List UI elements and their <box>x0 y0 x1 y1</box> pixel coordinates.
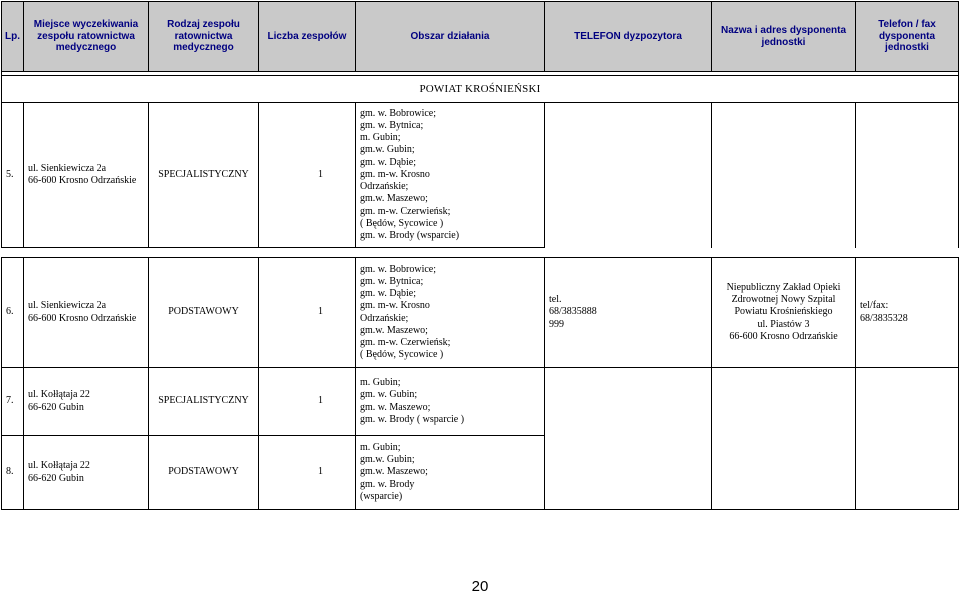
table-row <box>2 103 959 248</box>
row-count: 1 <box>259 103 356 248</box>
table-row <box>2 258 959 368</box>
header-dispatcher: Nazwa i adres dysponenta jednostki <box>712 2 856 72</box>
section-row <box>2 76 959 103</box>
header-area: Obszar działania <box>356 2 545 72</box>
ems-teams-table-cont <box>1 257 959 510</box>
dispatcher-phone: tel. 68/3835888 999 <box>545 258 712 368</box>
row-count: 1 <box>259 258 356 368</box>
header-count: Liczba zespołów <box>259 2 356 72</box>
row-location: ul. Sienkiewicza 2a 66-600 Krosno Odrzańskie <box>24 258 149 368</box>
row-location: ul. Sienkiewicza 2a 66-600 Krosno Odrzańskie <box>24 103 149 248</box>
row-type: PODSTAWOWY <box>149 436 259 510</box>
ems-teams-table <box>1 1 959 248</box>
row-area: m. Gubin; gm. w. Gubin; gm. w. Maszewo; gm. w. Brody ( wsparcie ) <box>356 368 545 436</box>
header-location: Miejsce wyczekiwania zespołu ratownictwa medycznego <box>24 2 149 72</box>
dispatcher-name-address: Niepubliczny Zakład Opieki Zdrowotnej Nowy Szpital Powiatu Krośnieńskiego ul. Piastów 3 66-600 Krosno Odrzańskie <box>712 258 856 368</box>
page-number: 20 <box>471 578 489 595</box>
row-area: gm. w. Bobrowice; gm. w. Bytnica; gm. w. Dąbie; gm. m-w. Krosno Odrzańskie; gm.w. Maszewo; gm. m-w. Czerwieńsk; ( Będów, Sycowice ) <box>356 258 545 368</box>
dispatcher-fax: tel/fax: 68/3835328 <box>856 258 959 368</box>
table-row <box>2 368 959 436</box>
row-location: ul. Kołłątaja 22 66-620 Gubin <box>24 436 149 510</box>
header-phone: TELEFON dyzpozytora <box>545 2 712 72</box>
row-area: m. Gubin; gm.w. Gubin; gm.w. Maszewo; gm. w. Brody (wsparcie) <box>356 436 545 510</box>
row-area: gm. w. Bobrowice; gm. w. Bytnica; m. Gubin; gm.w. Gubin; gm. w. Dąbie; gm. m-w. Krosno Odrzańskie; gm.w. Maszewo; gm. m-w. Czerwieńsk; ( Będów, Sycowice ) gm. w. Brody (wsparcie) <box>356 103 545 248</box>
row-count: 1 <box>259 436 356 510</box>
header-fax: Telefon / fax dysponenta jednostki <box>856 2 959 72</box>
row-location: ul. Kołłątaja 22 66-620 Gubin <box>24 368 149 436</box>
header-type: Rodzaj zespołu ratownictwa medycznego <box>149 2 259 72</box>
header-lp: Lp. <box>2 2 24 72</box>
row-lp: 8. <box>2 436 24 510</box>
row-count: 1 <box>259 368 356 436</box>
row-lp: 6. <box>2 258 24 368</box>
row-type: SPECJALISTYCZNY <box>149 103 259 248</box>
header-row <box>2 2 959 72</box>
row-lp: 7. <box>2 368 24 436</box>
section-title: POWIAT KROŚNIEŃSKI <box>2 76 959 103</box>
row-type: SPECJALISTYCZNY <box>149 368 259 436</box>
row-lp: 5. <box>2 103 24 248</box>
row-type: PODSTAWOWY <box>149 258 259 368</box>
